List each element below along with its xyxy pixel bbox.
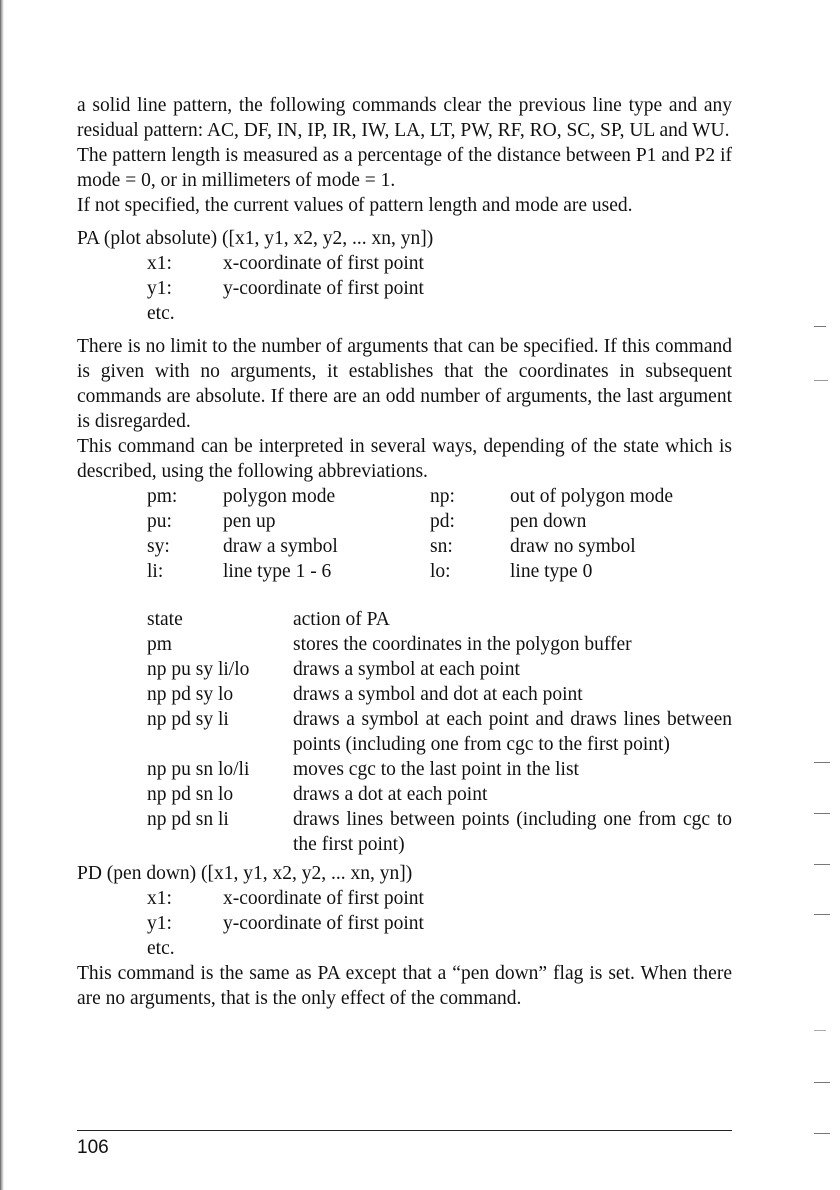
abbr-key: np: <box>430 486 455 507</box>
param-row <box>147 276 732 301</box>
state-cell: pm <box>147 634 172 655</box>
state-cell: np pu sn lo/li <box>147 759 250 780</box>
pa-params <box>77 251 732 326</box>
abbr-key: pd: <box>430 511 455 532</box>
action-cell: draws a symbol at each point <box>293 659 520 680</box>
body-text <box>77 93 732 1011</box>
param-row <box>147 911 732 936</box>
footer-rule <box>77 1130 732 1131</box>
table-row <box>147 807 732 857</box>
margin-mark <box>814 762 830 763</box>
abbr-key: pm: <box>147 486 178 507</box>
state-cell: np pd sn lo <box>147 784 234 805</box>
abbreviation-row <box>77 484 732 509</box>
margin-mark <box>814 1133 830 1134</box>
scan-edge-shadow <box>0 0 4 1190</box>
action-cell: moves cgc to the last point in the list <box>293 759 579 780</box>
margin-mark <box>814 326 826 327</box>
abbr-value: out of polygon mode <box>510 486 674 507</box>
abbr-key: sy: <box>147 536 170 557</box>
action-cell: draws a symbol at each point and draws lines between points (including one from cgc to the first point) <box>293 709 732 755</box>
margin-mark <box>814 1030 826 1031</box>
action-header: action of PA <box>293 609 390 630</box>
state-action-table <box>77 607 732 857</box>
abbr-value: draw a symbol <box>223 536 338 557</box>
pd-command-header: PD (pen down) ([x1, y1, x2, y2, ... xn, yn]) <box>77 863 413 884</box>
table-header-row <box>147 607 732 632</box>
action-cell: draws a symbol and dot at each point <box>293 684 583 705</box>
margin-mark <box>814 813 830 814</box>
abbr-value: polygon mode <box>223 486 336 507</box>
param-desc: y-coordinate of first point <box>223 913 424 934</box>
param-key: y1: <box>147 913 172 934</box>
table-row <box>147 682 732 707</box>
state-cell: np pu sy li/lo <box>147 659 250 680</box>
param-key: x1: <box>147 253 172 274</box>
abbr-value: pen down <box>510 511 587 532</box>
margin-mark <box>814 380 828 381</box>
table-row <box>147 757 732 782</box>
abbr-value: line type 1 - 6 <box>223 561 332 582</box>
intro-paragraph: a solid line pattern, the following commands clear the previous line type and any residual pattern: AC, DF, IN, IP, IR, IW, LA, LT, PW, RF, RO, SC, SP, UL and WU. <box>77 95 732 141</box>
param-key: y1: <box>147 278 172 299</box>
abbreviation-row <box>77 534 732 559</box>
abbr-value: pen up <box>223 511 276 532</box>
param-desc: x-coordinate of first point <box>223 253 424 274</box>
pd-paragraph: This command is the same as PA except that a “pen down” flag is set. When there are no arguments, that is the only effect of the command. <box>77 963 732 1009</box>
pa-command-header: PA (plot absolute) ([x1, y1, x2, y2, ... xn, yn]) <box>77 228 434 249</box>
param-etc: etc. <box>147 938 175 959</box>
state-header: state <box>147 609 183 630</box>
state-cell: np pd sy li <box>147 709 229 730</box>
pa-paragraph: This command can be interpreted in several ways, depending of the state which is described, using the following abbreviations. <box>77 436 732 482</box>
pa-paragraph: There is no limit to the number of arguments that can be specified. If this command is given with no arguments, it establishes that the coordinates in subsequent commands are absolute. If there are an odd number of arguments, the last argument is disregarded. <box>77 336 732 432</box>
action-cell: draws a dot at each point <box>293 784 488 805</box>
abbr-key: lo: <box>430 561 451 582</box>
param-row <box>147 886 732 911</box>
margin-mark <box>814 864 830 865</box>
table-row <box>147 657 732 682</box>
page-number: 106 <box>77 1137 109 1158</box>
table-row <box>147 782 732 807</box>
param-etc: etc. <box>147 303 175 324</box>
param-desc: x-coordinate of first point <box>223 888 424 909</box>
action-cell: draws lines between points (including one from cgc to the first point) <box>293 809 732 855</box>
abbr-value: line type 0 <box>510 561 593 582</box>
abbr-key: pu: <box>147 511 172 532</box>
intro-paragraph: The pattern length is measured as a percentage of the distance between P1 and P2 if mode = 0, or in millimeters of mode = 1. <box>77 145 732 191</box>
margin-mark <box>814 914 830 915</box>
abbr-key: sn: <box>430 536 453 557</box>
abbreviation-row <box>77 509 732 534</box>
param-key: x1: <box>147 888 172 909</box>
margin-mark <box>814 1082 830 1083</box>
state-cell: np pd sy lo <box>147 684 234 705</box>
table-row <box>147 632 732 657</box>
pd-params <box>77 886 732 961</box>
state-cell: np pd sn li <box>147 809 229 830</box>
param-row <box>147 251 732 276</box>
param-desc: y-coordinate of first point <box>223 278 424 299</box>
action-cell: stores the coordinates in the polygon buffer <box>293 634 632 655</box>
abbr-value: draw no symbol <box>510 536 636 557</box>
intro-paragraph: If not specified, the current values of pattern length and mode are used. <box>77 195 633 216</box>
abbreviation-list <box>77 484 732 584</box>
abbr-key: li: <box>147 561 164 582</box>
abbreviation-row <box>77 559 732 584</box>
table-row <box>147 707 732 757</box>
